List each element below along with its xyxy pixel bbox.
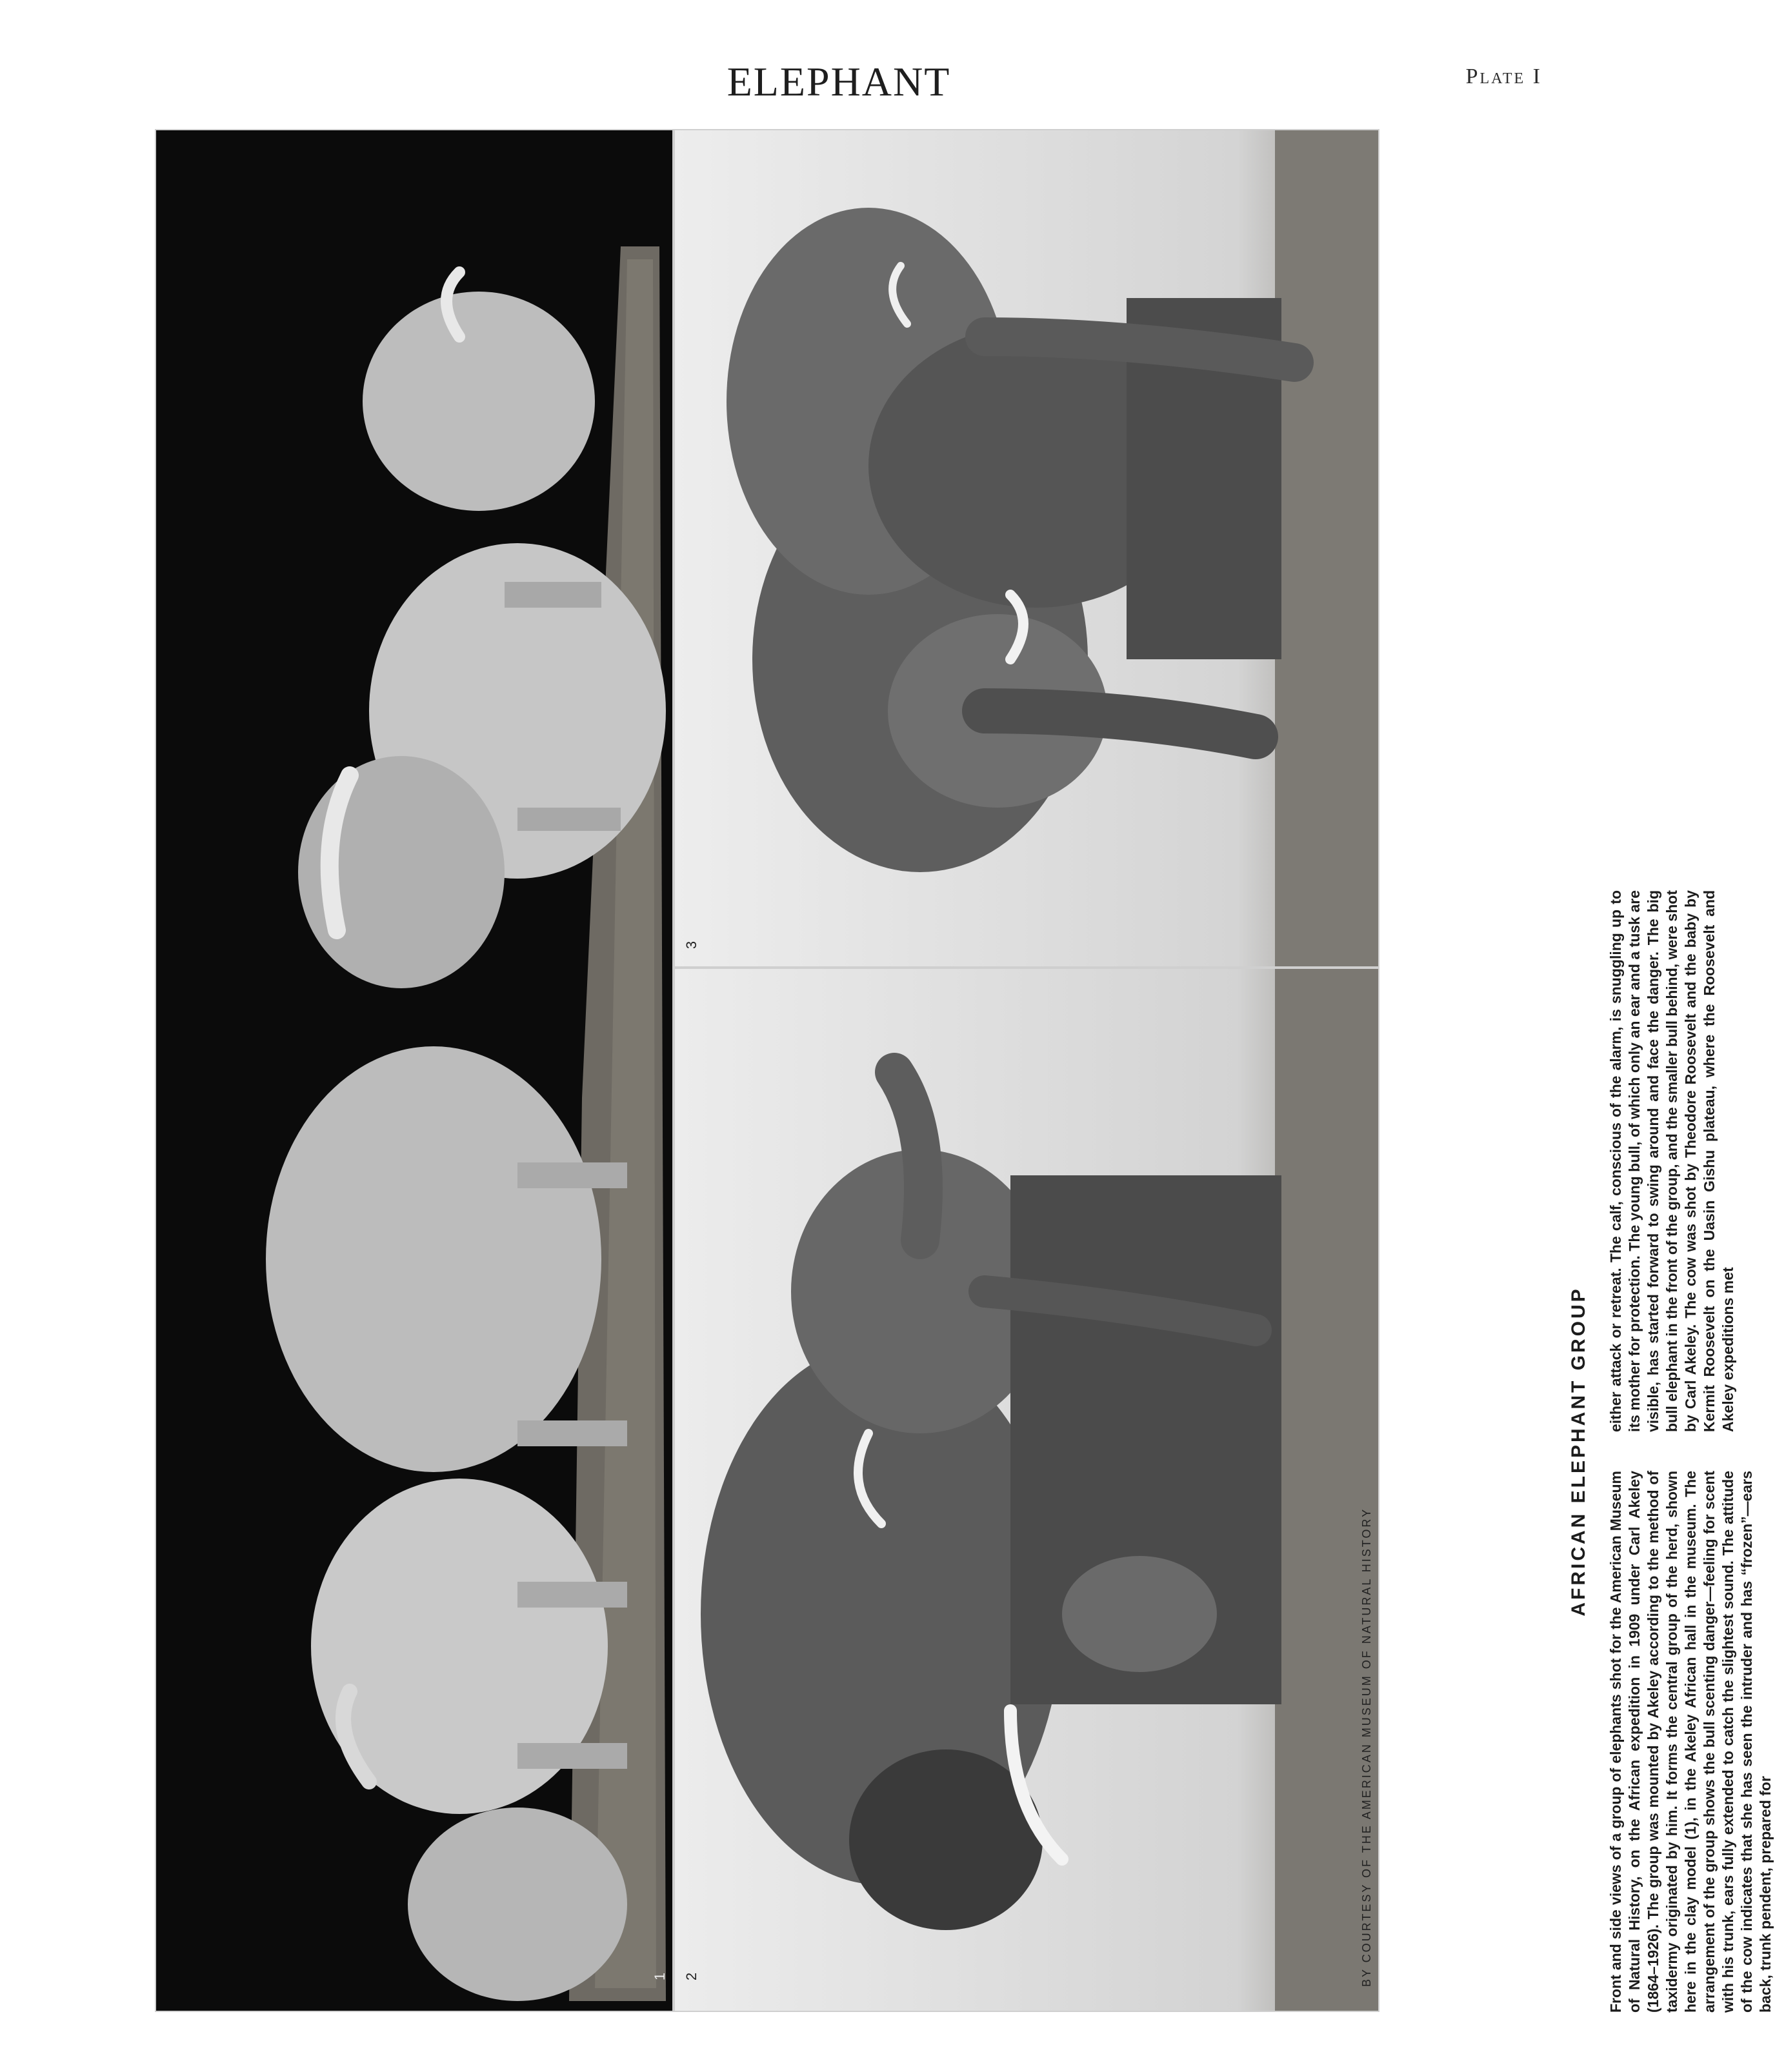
photo-front-view [674,129,1379,968]
caption-heading: AFRICAN ELEPHANT GROUP [1568,1286,1589,1617]
page-title: ELEPHANT [727,59,951,105]
photo-number-1: 1 [652,1972,668,1981]
photo-number-2: 2 [683,1972,700,1981]
plate-label: Plate I [1465,65,1542,88]
caption-block [1568,890,1775,2013]
elephant-clay-model-image [156,130,672,2011]
photo-clay-model [155,129,674,2012]
photo-side-view [674,968,1379,2012]
caption-columns [1607,890,1775,2013]
photo-number-3: 3 [683,941,700,950]
photo-credit: BY COURTESY OF THE AMERICAN MUSEUM OF NATURAL HISTORY [1360,1507,1373,1987]
caption-column-1: Front and side views of a group of elephants shot for the American Museum of Natural History, on the African expedition in 1909 under Carl Akeley (1864–1926). The group was mounted by Akeley according to the method of taxidermy originated by him. It forms the central group of the herd, shown here in the clay model (1), in the Akeley African hall in the museum. The arrangement of the group shows the bull scenting danger—feeling for scent with his trunk, ears fully extended to catch the slightest sound. The attitude of the cow indicates that she has seen the intruder and has “frozen”—ears back, trunk pendent, prepared for [1607,1471,1774,2013]
elephant-front-view-image [675,130,1378,966]
caption-column-2: either attack or retreat. The calf, conscious of the alarm, is snuggling up to its mother for protection. The young bull, of which only an ear and a tusk are visible, has started forward to swing around and face the danger. The big bull elephant in the front of the group, and the smaller bull behind, were shot by Carl Akeley. The cow was shot by Theodore Roosevelt and the baby by Kermit Roosevelt on the Uasin Gishu plateau, where the Roosevelt and Akeley expeditions met [1607,890,1736,1432]
elephant-side-view-image [675,969,1378,2011]
